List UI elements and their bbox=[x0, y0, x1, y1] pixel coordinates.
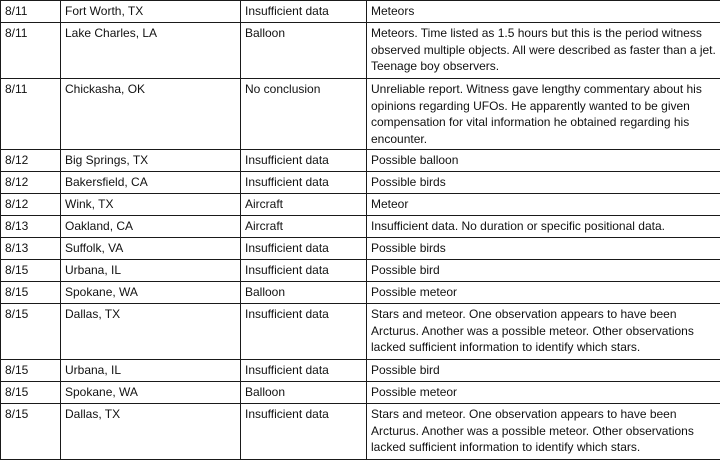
location-cell: Wink, TX bbox=[61, 194, 241, 216]
table-row bbox=[1, 150, 720, 172]
evaluation-cell: Balloon bbox=[241, 23, 367, 79]
evaluation-cell: Insufficient data bbox=[241, 360, 367, 382]
evaluation-cell: Balloon bbox=[241, 282, 367, 304]
comments-cell: Possible balloon bbox=[367, 150, 720, 172]
evaluation-cell: Aircraft bbox=[241, 216, 367, 238]
location-cell: Lake Charles, LA bbox=[61, 23, 241, 79]
comments-cell: Stars and meteor. One observation appears to have been Arcturus. Another was a possible meteor. Other observations lacked sufficient information to identify which stars. bbox=[367, 404, 720, 460]
date-cell: 8/15 bbox=[1, 282, 61, 304]
date-cell: 8/13 bbox=[1, 216, 61, 238]
location-cell: Suffolk, VA bbox=[61, 238, 241, 260]
location-cell: Oakland, CA bbox=[61, 216, 241, 238]
comments-cell: Possible meteor bbox=[367, 382, 720, 404]
table-row bbox=[1, 238, 720, 260]
table-row bbox=[1, 404, 720, 460]
location-cell: Urbana, IL bbox=[61, 260, 241, 282]
date-cell: 8/15 bbox=[1, 404, 61, 460]
location-cell: Spokane, WA bbox=[61, 282, 241, 304]
evaluation-cell: Balloon bbox=[241, 382, 367, 404]
table-row bbox=[1, 360, 720, 382]
evaluation-cell: Insufficient data bbox=[241, 304, 367, 360]
table-row bbox=[1, 216, 720, 238]
comments-cell: Possible birds bbox=[367, 238, 720, 260]
comments-cell: Unreliable report. Witness gave lengthy commentary about his opinions regarding UFOs. He apparently wanted to be given compensation for vital information he obtained regarding his encounter. bbox=[367, 79, 720, 150]
table-row bbox=[1, 304, 720, 360]
date-cell: 8/15 bbox=[1, 304, 61, 360]
location-cell: Fort Worth, TX bbox=[61, 1, 241, 23]
evaluation-cell: Insufficient data bbox=[241, 172, 367, 194]
date-cell: 8/15 bbox=[1, 360, 61, 382]
comments-cell: Possible bird bbox=[367, 360, 720, 382]
location-cell: Big Springs, TX bbox=[61, 150, 241, 172]
location-cell: Spokane, WA bbox=[61, 382, 241, 404]
table-row bbox=[1, 382, 720, 404]
date-cell: 8/13 bbox=[1, 238, 61, 260]
date-cell: 8/12 bbox=[1, 150, 61, 172]
table-row bbox=[1, 194, 720, 216]
comments-cell: Meteors. Time listed as 1.5 hours but this is the period witness observed multiple objects. All were described as faster than a jet. Teenage boy observers. bbox=[367, 23, 720, 79]
date-cell: 8/11 bbox=[1, 1, 61, 23]
comments-cell: Possible meteor bbox=[367, 282, 720, 304]
comments-cell: Stars and meteor. One observation appears to have been Arcturus. Another was a possible meteor. Other observations lacked sufficient information to identify which stars. bbox=[367, 304, 720, 360]
location-cell: Chickasha, OK bbox=[61, 79, 241, 150]
table-row bbox=[1, 282, 720, 304]
table-row bbox=[1, 23, 720, 79]
sighting-log-body bbox=[1, 1, 720, 460]
date-cell: 8/11 bbox=[1, 79, 61, 150]
evaluation-cell: Aircraft bbox=[241, 194, 367, 216]
table-row bbox=[1, 79, 720, 150]
evaluation-cell: Insufficient data bbox=[241, 404, 367, 460]
location-cell: Dallas, TX bbox=[61, 304, 241, 360]
date-cell: 8/11 bbox=[1, 23, 61, 79]
location-cell: Bakersfield, CA bbox=[61, 172, 241, 194]
date-cell: 8/15 bbox=[1, 382, 61, 404]
comments-cell: Meteors bbox=[367, 1, 720, 23]
evaluation-cell: Insufficient data bbox=[241, 1, 367, 23]
evaluation-cell: Insufficient data bbox=[241, 238, 367, 260]
comments-cell: Possible birds bbox=[367, 172, 720, 194]
comments-cell: Insufficient data. No duration or specific positional data. bbox=[367, 216, 720, 238]
location-cell: Dallas, TX bbox=[61, 404, 241, 460]
date-cell: 8/12 bbox=[1, 194, 61, 216]
date-cell: 8/15 bbox=[1, 260, 61, 282]
evaluation-cell: No conclusion bbox=[241, 79, 367, 150]
evaluation-cell: Insufficient data bbox=[241, 150, 367, 172]
evaluation-cell: Insufficient data bbox=[241, 260, 367, 282]
comments-cell: Possible bird bbox=[367, 260, 720, 282]
table-row bbox=[1, 172, 720, 194]
table-row bbox=[1, 260, 720, 282]
location-cell: Urbana, IL bbox=[61, 360, 241, 382]
date-cell: 8/12 bbox=[1, 172, 61, 194]
comments-cell: Meteor bbox=[367, 194, 720, 216]
table-row bbox=[1, 1, 720, 23]
